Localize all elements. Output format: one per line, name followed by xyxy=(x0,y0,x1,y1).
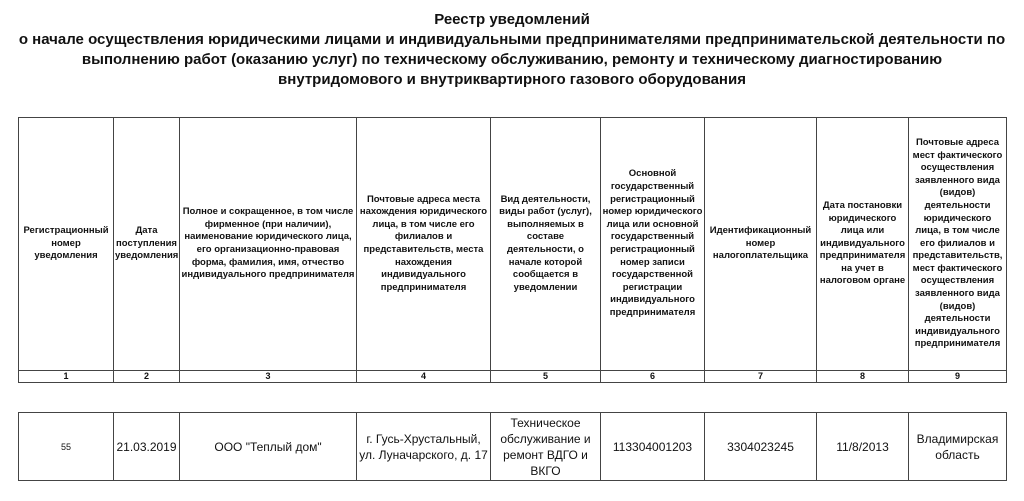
column-number: 9 xyxy=(909,371,1007,383)
column-number: 3 xyxy=(180,371,357,383)
document-header xyxy=(0,10,1024,90)
document-title: Реестр уведомлений xyxy=(434,11,590,28)
document-subtitle: о начале осуществления юридическими лицами и индивидуальными предпринимателями предпринимательской деятельности по выполнению работ (оказанию услуг) по техническому обслуживанию, ремонту и техническому диагностированию внутридомового и внутриквартирного газового оборудования xyxy=(18,31,1006,88)
cell-receipt-date: 21.03.2019 xyxy=(114,413,180,481)
cell-activity: Техническое обслуживание и ремонт ВДГО и ВКГО xyxy=(491,413,601,481)
cell-reg-number: 55 xyxy=(19,413,114,481)
column-header-ogrn: Основной государственный регистрационный номер юридического лица или основной государственный регистрационный номер записи государственной регистрации индивидуального предпринимателя xyxy=(601,118,705,371)
header-row xyxy=(19,118,1007,371)
registry-table-header xyxy=(18,117,1007,383)
column-header-name: Полное и сокращенное, в том числе фирменное (при наличии), наименование юридического лица, его организационно-правовая форма, фамилия, имя, отчество индивидуального предпринимателя xyxy=(180,118,357,371)
column-header-receipt-date: Дата поступления уведомления xyxy=(114,118,180,371)
column-number: 1 xyxy=(19,371,114,383)
column-header-inn: Идентификационный номер налогоплательщика xyxy=(705,118,817,371)
column-number-row xyxy=(19,371,1007,383)
cell-actual-address: Владимирская область xyxy=(909,413,1007,481)
cell-tax-date: 11/8/2013 xyxy=(817,413,909,481)
column-header-address: Почтовые адреса места нахождения юридического лица, в том числе его филиалов и представительств, места нахождения индивидуального предпринимателя xyxy=(357,118,491,371)
cell-inn: 3304023245 xyxy=(705,413,817,481)
registry-table-body xyxy=(18,412,1007,481)
table-row xyxy=(19,413,1007,481)
column-header-activity: Вид деятельности, виды работ (услуг), выполняемых в составе деятельности, о начале которой сообщается в уведомлении xyxy=(491,118,601,371)
column-header-reg-number: Регистрационный номер уведомления xyxy=(19,118,114,371)
column-number: 5 xyxy=(491,371,601,383)
cell-address: г. Гусь-Хрустальный, ул. Луначарского, д. 17 xyxy=(357,413,491,481)
column-header-tax-date: Дата постановки юридического лица или индивидуального предпринимателя на учет в налоговом органе xyxy=(817,118,909,371)
column-number: 2 xyxy=(114,371,180,383)
cell-name: ООО "Теплый дом" xyxy=(180,413,357,481)
column-number: 7 xyxy=(705,371,817,383)
column-number: 8 xyxy=(817,371,909,383)
column-number: 4 xyxy=(357,371,491,383)
column-header-actual-address: Почтовые адреса мест фактического осуществления заявленного вида (видов) деятельности юридического лица, в том числе его филиалов и представительств, мест фактического осуществления заявленного вида (видов) деятельности индивидуального предпринимателя xyxy=(909,118,1007,371)
column-number: 6 xyxy=(601,371,705,383)
cell-ogrn: 113304001203 xyxy=(601,413,705,481)
